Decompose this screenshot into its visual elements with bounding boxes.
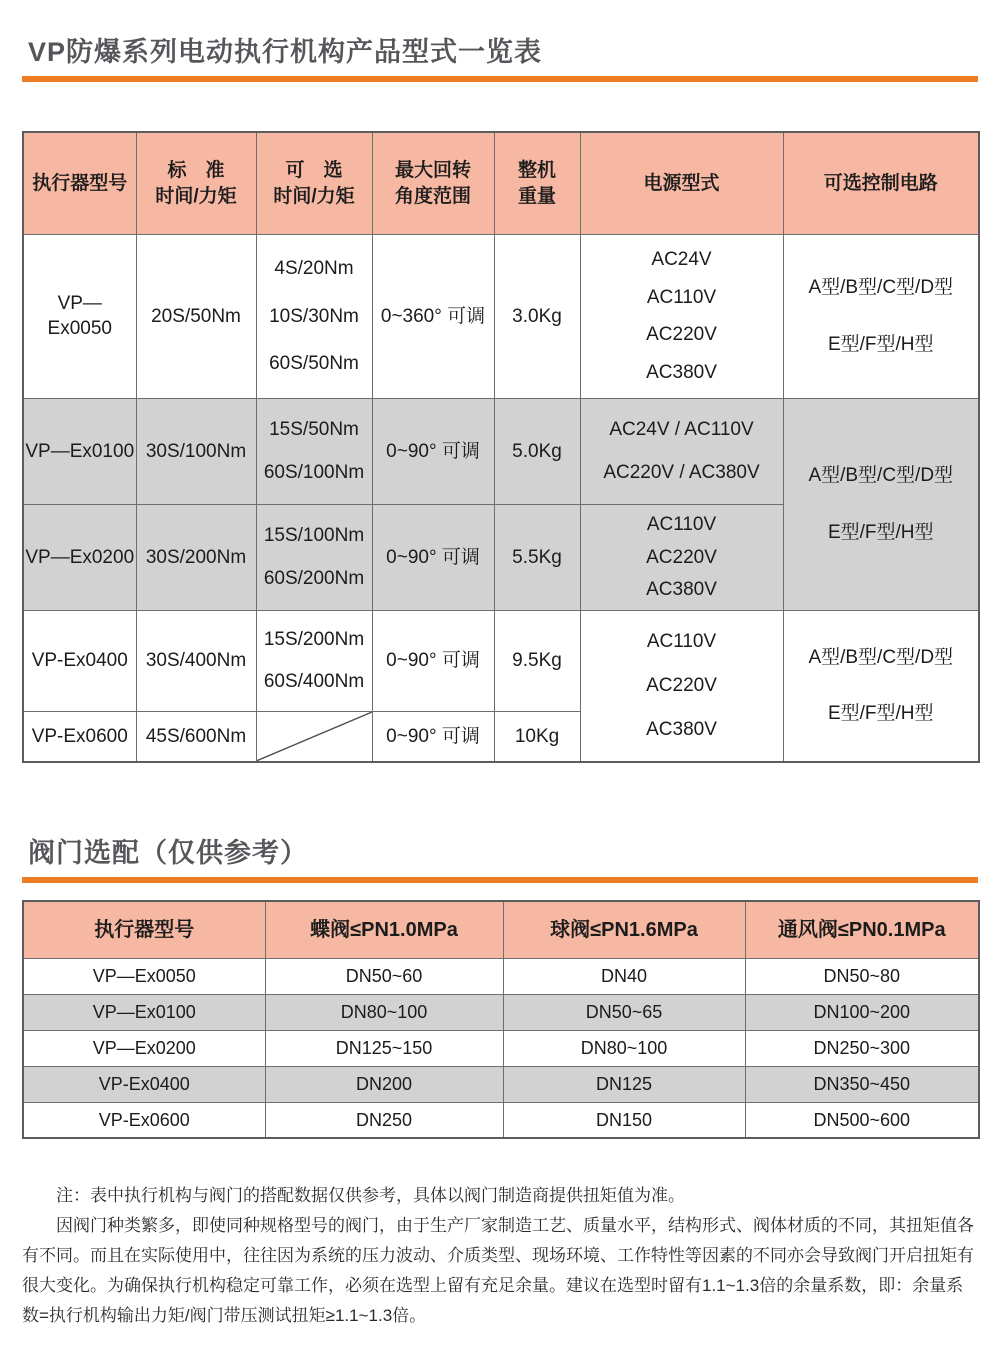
table-row-ex0400 bbox=[23, 610, 979, 711]
table-row-ex0600 bbox=[23, 1102, 979, 1138]
cell-ball: DN125 bbox=[503, 1066, 745, 1102]
cell-vent: DN50~80 bbox=[745, 958, 979, 994]
cell-vent: DN500~600 bbox=[745, 1102, 979, 1138]
valve-pairing-table bbox=[22, 900, 980, 1139]
footnotes bbox=[22, 1181, 978, 1331]
table-row-ex0050 bbox=[23, 234, 979, 398]
cell-ball: DN150 bbox=[503, 1102, 745, 1138]
table-header-row bbox=[23, 132, 979, 234]
cell-optional: 4S/20Nm 10S/30Nm 60S/50Nm bbox=[256, 234, 372, 398]
cell-angle: 0~90° 可调 bbox=[372, 398, 494, 504]
col-header-weight: 整机 重量 bbox=[494, 132, 580, 234]
cell-angle: 0~90° 可调 bbox=[372, 504, 494, 610]
table-row-ex0400 bbox=[23, 1066, 979, 1102]
footnote-margin-factor: 因阀门种类繁多，即使同种规格型号的阀门，由于生产厂家制造工艺、质量水平，结构形式、阀体材质的不同，其扭矩值各有不同。而且在实际使用中，往往因为系统的压力波动、介质类型、现场环境、工作特性等因素的不同亦会导致阀门开启扭矩有很大变化。为确保执行机构稳定可靠工作，必须在选型上留有充足余量。建议在选型时留有1.1~1.3倍的余量系数，即：余量系数=执行机构输出力矩/阀门带压测试扭矩≥1.1~1.3倍。 bbox=[22, 1216, 974, 1325]
cell-power: AC110V AC220V AC380V bbox=[580, 504, 783, 610]
cell-butterfly: DN125~150 bbox=[265, 1030, 503, 1066]
cell-model: VP-Ex0400 bbox=[23, 1066, 265, 1102]
cell-model: VP-Ex0600 bbox=[23, 712, 136, 762]
cell-weight: 3.0Kg bbox=[494, 234, 580, 398]
col-header-optional: 可 选 时间/力矩 bbox=[256, 132, 372, 234]
col-header-power: 电源型式 bbox=[580, 132, 783, 234]
cell-ball: DN50~65 bbox=[503, 994, 745, 1030]
cell-angle: 0~90° 可调 bbox=[372, 610, 494, 711]
cell-butterfly: DN80~100 bbox=[265, 994, 503, 1030]
col-header-vent-valve: 通风阀≤PN0.1MPa bbox=[745, 901, 979, 958]
col-header-butterfly-valve: 蝶阀≤PN1.0MPa bbox=[265, 901, 503, 958]
cell-weight: 5.5Kg bbox=[494, 504, 580, 610]
cell-optional-none bbox=[256, 712, 372, 762]
cell-power: AC24V / AC110V AC220V / AC380V bbox=[580, 398, 783, 504]
cell-circuit-merged: A型/B型/C型/D型 E型/F型/H型 bbox=[783, 610, 979, 762]
footnote-reference: 注：表中执行机构与阀门的搭配数据仅供参考，具体以阀门制造商提供扭矩值为准。 bbox=[56, 1186, 685, 1206]
col-header-standard: 标 准 时间/力矩 bbox=[136, 132, 256, 234]
cell-vent: DN250~300 bbox=[745, 1030, 979, 1066]
cell-vent: DN350~450 bbox=[745, 1066, 979, 1102]
section-title-valve-pairing: 阀门选配（仅供参考） bbox=[28, 837, 308, 868]
cell-ball: DN80~100 bbox=[503, 1030, 745, 1066]
col-header-model: 执行器型号 bbox=[23, 901, 265, 958]
table-row-ex0200 bbox=[23, 1030, 979, 1066]
cell-model: VP—Ex0200 bbox=[23, 1030, 265, 1066]
cell-standard: 30S/100Nm bbox=[136, 398, 256, 504]
cell-model: VP—Ex0100 bbox=[23, 398, 136, 504]
cell-model: VP—Ex0100 bbox=[23, 994, 265, 1030]
col-header-angle: 最大回转 角度范围 bbox=[372, 132, 494, 234]
title-underline bbox=[22, 76, 978, 82]
cell-optional: 15S/200Nm 60S/400Nm bbox=[256, 610, 372, 711]
cell-angle: 0~90° 可调 bbox=[372, 712, 494, 762]
page-title: VP防爆系列电动执行机构产品型式一览表 bbox=[28, 37, 543, 67]
title-underline bbox=[22, 877, 978, 883]
cell-model: VP— Ex0050 bbox=[23, 234, 136, 398]
cell-circuit-merged: A型/B型/C型/D型 E型/F型/H型 bbox=[783, 398, 979, 610]
cell-vent: DN100~200 bbox=[745, 994, 979, 1030]
diagonal-slash bbox=[257, 712, 372, 761]
cell-angle: 0~360° 可调 bbox=[372, 234, 494, 398]
cell-power: AC24V AC110V AC220V AC380V bbox=[580, 234, 783, 398]
table-row-ex0100 bbox=[23, 398, 979, 504]
col-header-model: 执行器型号 bbox=[23, 132, 136, 234]
cell-butterfly: DN250 bbox=[265, 1102, 503, 1138]
actuator-spec-table bbox=[22, 131, 980, 763]
table-row-ex0100 bbox=[23, 994, 979, 1030]
cell-power-merged: AC110V AC220V AC380V bbox=[580, 610, 783, 762]
cell-standard: 30S/400Nm bbox=[136, 610, 256, 711]
cell-model: VP—Ex0200 bbox=[23, 504, 136, 610]
col-header-circuit: 可选控制电路 bbox=[783, 132, 979, 234]
cell-optional: 15S/50Nm 60S/100Nm bbox=[256, 398, 372, 504]
cell-model: VP-Ex0400 bbox=[23, 610, 136, 711]
cell-model: VP-Ex0600 bbox=[23, 1102, 265, 1138]
table-header-row bbox=[23, 901, 979, 958]
cell-ball: DN40 bbox=[503, 958, 745, 994]
col-header-ball-valve: 球阀≤PN1.6MPa bbox=[503, 901, 745, 958]
cell-butterfly: DN200 bbox=[265, 1066, 503, 1102]
cell-weight: 5.0Kg bbox=[494, 398, 580, 504]
cell-standard: 30S/200Nm bbox=[136, 504, 256, 610]
cell-standard: 20S/50Nm bbox=[136, 234, 256, 398]
cell-standard: 45S/600Nm bbox=[136, 712, 256, 762]
cell-circuit: A型/B型/C型/D型 E型/F型/H型 bbox=[783, 234, 979, 398]
cell-weight: 10Kg bbox=[494, 712, 580, 762]
cell-model: VP—Ex0050 bbox=[23, 958, 265, 994]
cell-optional: 15S/100Nm 60S/200Nm bbox=[256, 504, 372, 610]
table-row-ex0050 bbox=[23, 958, 979, 994]
cell-weight: 9.5Kg bbox=[494, 610, 580, 711]
cell-butterfly: DN50~60 bbox=[265, 958, 503, 994]
